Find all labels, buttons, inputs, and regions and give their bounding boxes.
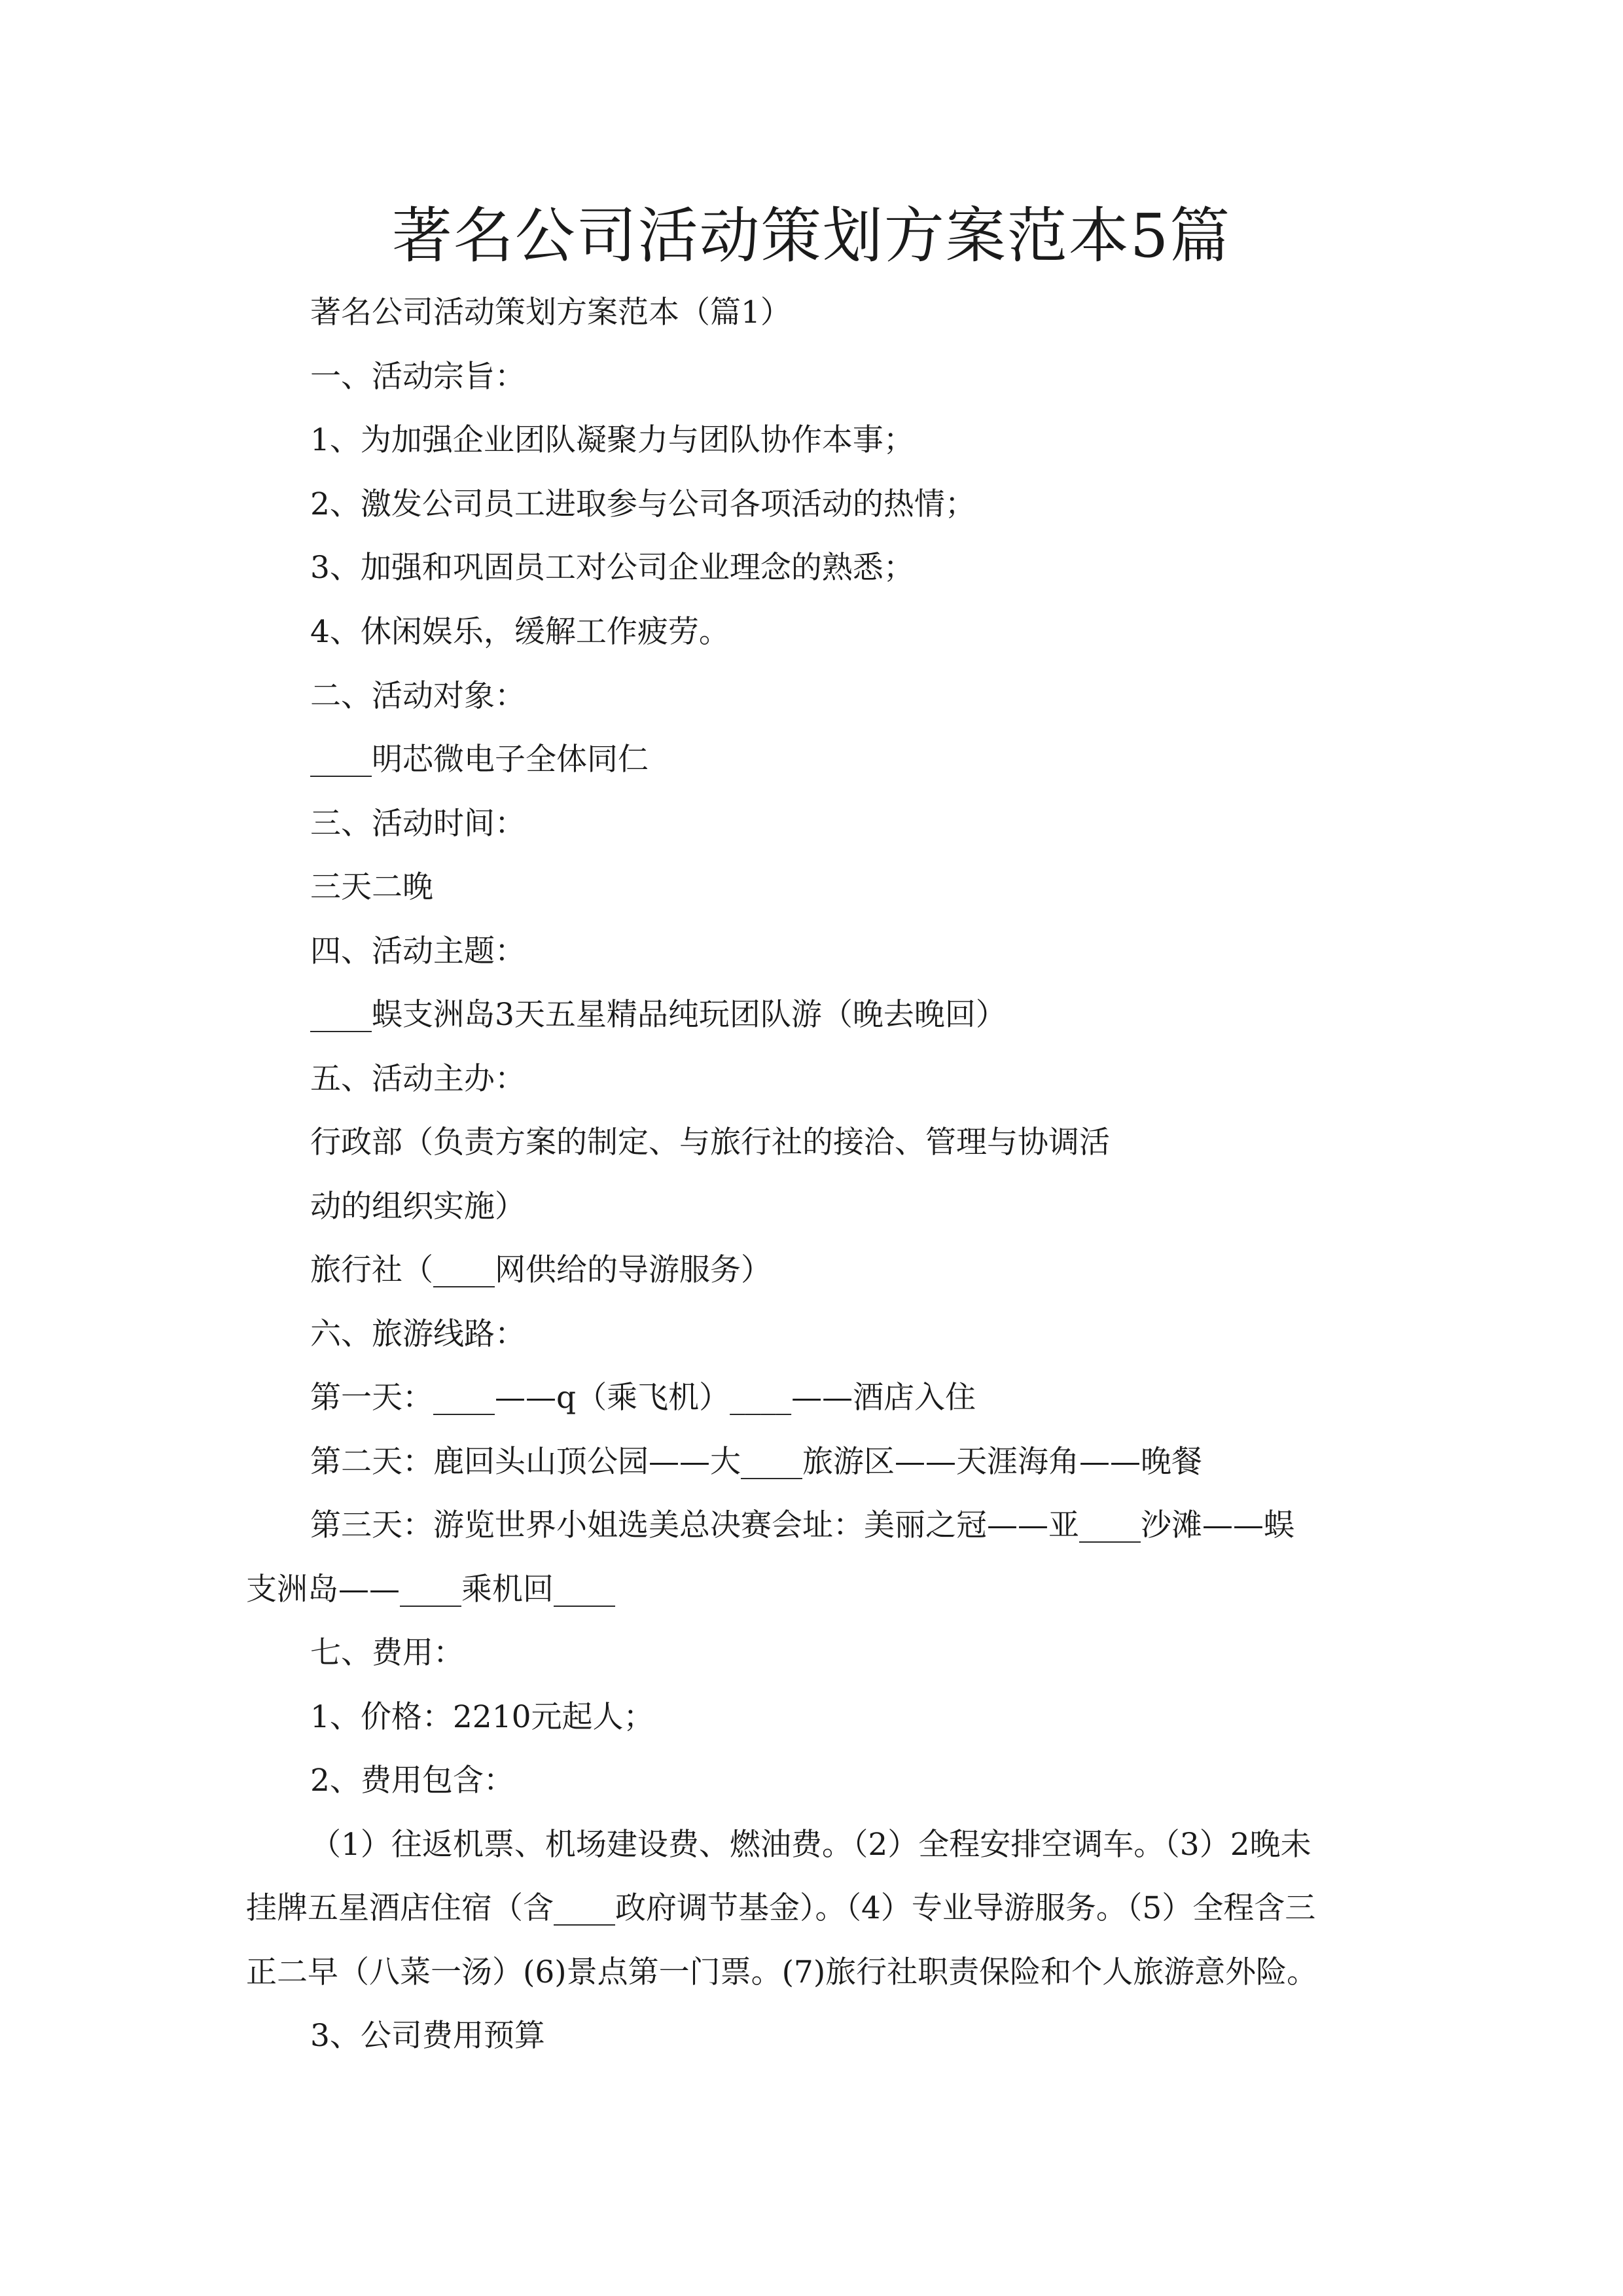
paragraph-line: 第三天：游览世界小姐选美总决赛会址：美丽之冠——亚____沙滩——蜈 [310,1507,1294,1543]
paragraph-line: 二、活动对象： [310,678,526,714]
paragraph-line: 三天二晚 [310,869,433,905]
paragraph-line: 七、费用： [310,1635,464,1671]
section-heading: 著名公司活动策划方案范本（篇1） [310,295,791,331]
paragraph-line: 挂牌五星酒店住宿（含____政府调节基金）。（4）专业导游服务。（5）全程含三 [246,1890,1316,1926]
paragraph-line: 支洲岛——____乘机回____ [246,1571,615,1607]
paragraph-line: 2、费用包含： [310,1763,514,1799]
paragraph-line: 行政部（负责方案的制定、与旅行社的接洽、管理与协调活 [310,1124,1110,1160]
paragraph-line: 3、公司费用预算 [310,2018,545,2054]
paragraph-line: ____蜈支洲岛3天五星精品纯玩团队游（晚去晚回） [310,997,1007,1033]
paragraph-line: 正二早（八菜一汤）(6)景点第一门票。(7)旅行社职责保险和个人旅游意外险。 [246,1954,1318,1990]
paragraph-line: 四、活动主题： [310,933,526,969]
paragraph-line: 2、激发公司员工进取参与公司各项活动的热情； [310,486,976,522]
paragraph-line: 1、为加强企业团队凝聚力与团队协作本事； [310,422,914,458]
paragraph-line: 一、活动宗旨： [310,359,526,395]
paragraph-line: 第一天：____——q（乘飞机）____——酒店入住 [310,1380,976,1416]
paragraph-line: 4、休闲娱乐，缓解工作疲劳。 [310,614,730,650]
paragraph-line: 六、旅游线路： [310,1316,526,1352]
paragraph-line: 3、加强和巩固员工对公司企业理念的熟悉； [310,550,914,586]
paragraph-line: 1、价格：2210元起人； [310,1699,654,1735]
document-title: 著名公司活动策划方案范本5篇 [391,201,1232,271]
paragraph-line: 旅行社（____网供给的导游服务） [310,1252,772,1288]
paragraph-line: 三、活动时间： [310,806,526,842]
paragraph-line: 五、活动主办： [310,1061,526,1097]
paragraph-line: ____明芯微电子全体同仁 [310,742,649,778]
paragraph-line: 第二天：鹿回头山顶公园——大____旅游区——天涯海角——晚餐 [310,1444,1202,1480]
paragraph-line: 动的组织实施） [310,1189,526,1225]
paragraph-line: （1）往返机票、机场建设费、燃油费。（2）全程安排空调车。（3）2晚未 [310,1827,1311,1863]
